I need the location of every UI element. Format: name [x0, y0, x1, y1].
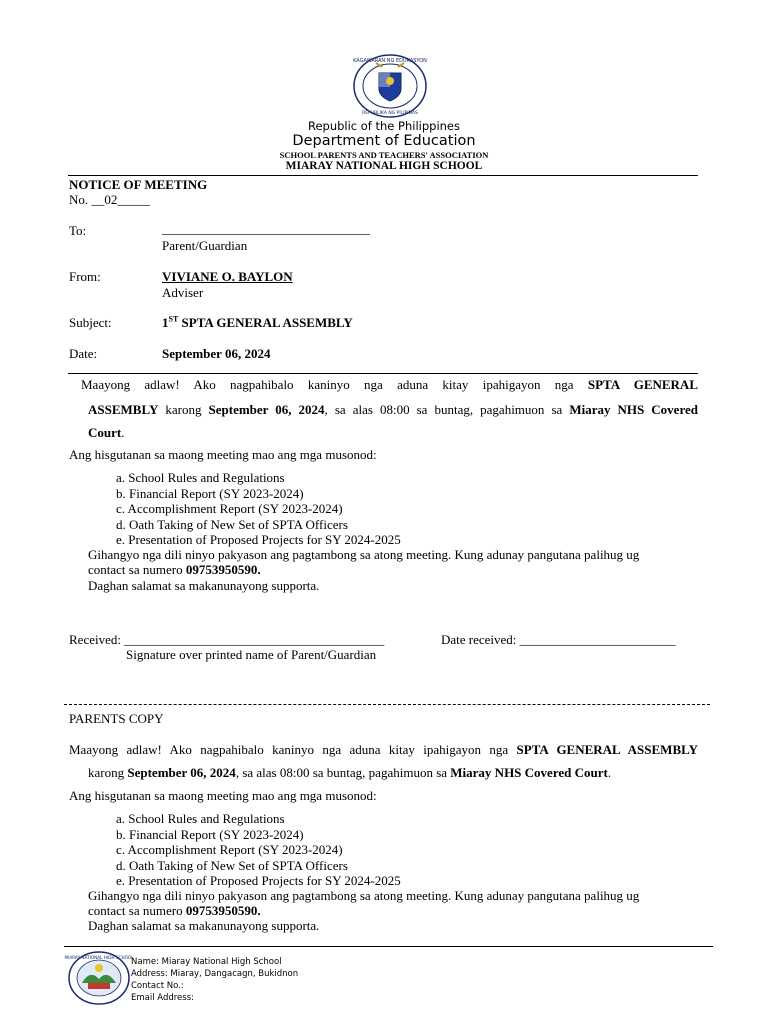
footer-name: Name: Miaray National High School — [131, 957, 282, 967]
agenda-item: b. Financial Report (SY 2023-2024) — [116, 485, 304, 501]
date-received-field[interactable]: Date received: ________________________ — [441, 632, 676, 647]
closing-line-1: Gihangyo nga dili ninyo pakyason ang pagtambong sa atong meeting. Kung adunay pangutana palihug ug — [88, 547, 640, 562]
agenda-item: d. Oath Taking of New Set of SPTA Officers — [116, 516, 348, 532]
agenda-intro: Ang hisgutanan sa maong meeting mao ang mga musonod: — [69, 447, 377, 462]
subject-value — [162, 315, 353, 331]
pc-agenda-list — [116, 811, 401, 889]
association-line: SCHOOL PARENTS AND TEACHERS' ASSOCIATION — [279, 150, 489, 160]
body-event-cont: ASSEMBLY — [88, 402, 159, 417]
thanks-line: Daghan salamat sa makanunayong supporta. — [88, 578, 320, 593]
body-event: SPTA GENERAL ASSEMBLY — [516, 742, 698, 757]
body-venue-cont: Court — [88, 425, 122, 440]
from-label: From: — [69, 269, 101, 284]
agenda-item: a. School Rules and Regulations — [116, 470, 285, 485]
seal-text-top: KAGAWARAN NG EDUKASYON — [353, 58, 427, 64]
from-name: VIVIANE O. BAYLON — [162, 269, 293, 284]
body-venue: Miaray NHS Covered Court — [450, 765, 608, 780]
header-divider — [68, 175, 698, 176]
from-role: Adviser — [162, 285, 204, 300]
parents-copy-title: PARENTS COPY — [69, 711, 164, 726]
body-text: . — [121, 425, 125, 440]
body-line-2 — [88, 402, 698, 418]
pc-line-2 — [88, 765, 611, 781]
seal-text-bottom: REPUBLIKA NG PILIPINAS — [362, 111, 418, 116]
body-date: September 06, 2024 — [127, 765, 236, 780]
agenda-item: e. Presentation of Proposed Projects for SY 2024-2025 — [116, 532, 401, 547]
date-label: Date: — [69, 346, 98, 361]
footer-divider — [64, 946, 713, 947]
agenda-item: b. Financial Report (SY 2023-2024) — [116, 826, 304, 842]
body-line-3 — [88, 425, 124, 441]
closing-text: contact sa numero — [88, 903, 186, 918]
body-date: September 06, 2024 — [208, 402, 325, 417]
agenda-item: c. Accomplishment Report (SY 2023-2024) — [116, 501, 343, 516]
agenda-item: d. Oath Taking of New Set of SPTA Officers — [116, 857, 348, 873]
agenda-item: c. Accomplishment Report (SY 2023-2024) — [116, 842, 343, 857]
pc-closing-line-2 — [88, 903, 261, 919]
cut-line — [64, 704, 710, 705]
body-line-1 — [81, 377, 698, 393]
body-venue: Miaray NHS Covered — [569, 402, 698, 417]
to-line: ________________________________ — [162, 221, 370, 236]
body-text: . — [607, 765, 612, 780]
subject-label: Subject: — [69, 315, 112, 330]
footer-address: Address: Miaray, Dangacagn, Bukidnon — [131, 969, 299, 979]
to-label: To: — [69, 223, 87, 238]
school-line: MIARAY NATIONAL HIGH SCHOOL — [285, 160, 483, 172]
pc-agenda-intro: Ang hisgutanan sa maong meeting mao ang mga musonod: — [69, 788, 377, 803]
agenda-item: e. Presentation of Proposed Projects for SY 2024-2025 — [116, 873, 401, 888]
notice-divider — [68, 373, 698, 374]
to-value: Parent/Guardian — [162, 238, 248, 253]
body-text: Maayong adlaw! Ako nagpahibalo kaninyo nga aduna kitay ipahigayon nga — [69, 742, 517, 757]
body-text: karong — [158, 402, 209, 417]
signature-caption: Signature over printed name of Parent/Guardian — [126, 647, 377, 662]
subject-number: 1 — [162, 315, 169, 330]
footer-contact: Contact No.: — [131, 981, 184, 991]
notice-number: No. __02_____ — [69, 192, 150, 207]
pc-closing-line-1: Gihangyo nga dili ninyo pakyason ang pagtambong sa atong meeting. Kung adunay pangutana palihug ug — [88, 888, 640, 903]
school-logo-icon — [64, 951, 134, 1005]
body-text: karong — [88, 765, 128, 780]
deped-seal-icon — [352, 53, 428, 119]
contact-number: 09753950590. — [185, 562, 261, 577]
body-text: , sa alas 08:00 sa buntag, pagahimuon sa — [235, 765, 451, 780]
subject-ordinal: ST — [168, 314, 179, 324]
body-text: , sa alas 08:00 sa buntag, pagahimuon sa — [324, 402, 570, 417]
closing-line-2 — [88, 562, 261, 578]
pc-thanks-line: Daghan salamat sa makanunayong supporta. — [88, 918, 320, 933]
republic-line: Republic of the Philippines — [307, 119, 461, 133]
body-text: Maayong adlaw! Ako nagpahibalo kaninyo nga aduna kitay ipahigayon nga — [81, 377, 588, 392]
agenda-item: a. School Rules and Regulations — [116, 811, 285, 826]
contact-number: 09753950590. — [185, 903, 261, 918]
school-logo-text: MIARAY NATIONAL HIGH SCHOOL — [64, 955, 134, 960]
footer-email: Email Address: — [131, 993, 194, 1003]
agenda-list — [116, 470, 401, 548]
subject-text: SPTA GENERAL ASSEMBLY — [178, 315, 353, 330]
department-line: Department of Education — [292, 133, 476, 149]
pc-line-1 — [69, 742, 698, 758]
body-event: SPTA GENERAL — [587, 377, 698, 392]
received-field[interactable]: Received: ________________________________________ — [69, 632, 385, 647]
notice-title: NOTICE OF MEETING — [69, 177, 208, 192]
closing-text: contact sa numero — [88, 562, 186, 577]
date-value: September 06, 2024 — [162, 346, 271, 361]
